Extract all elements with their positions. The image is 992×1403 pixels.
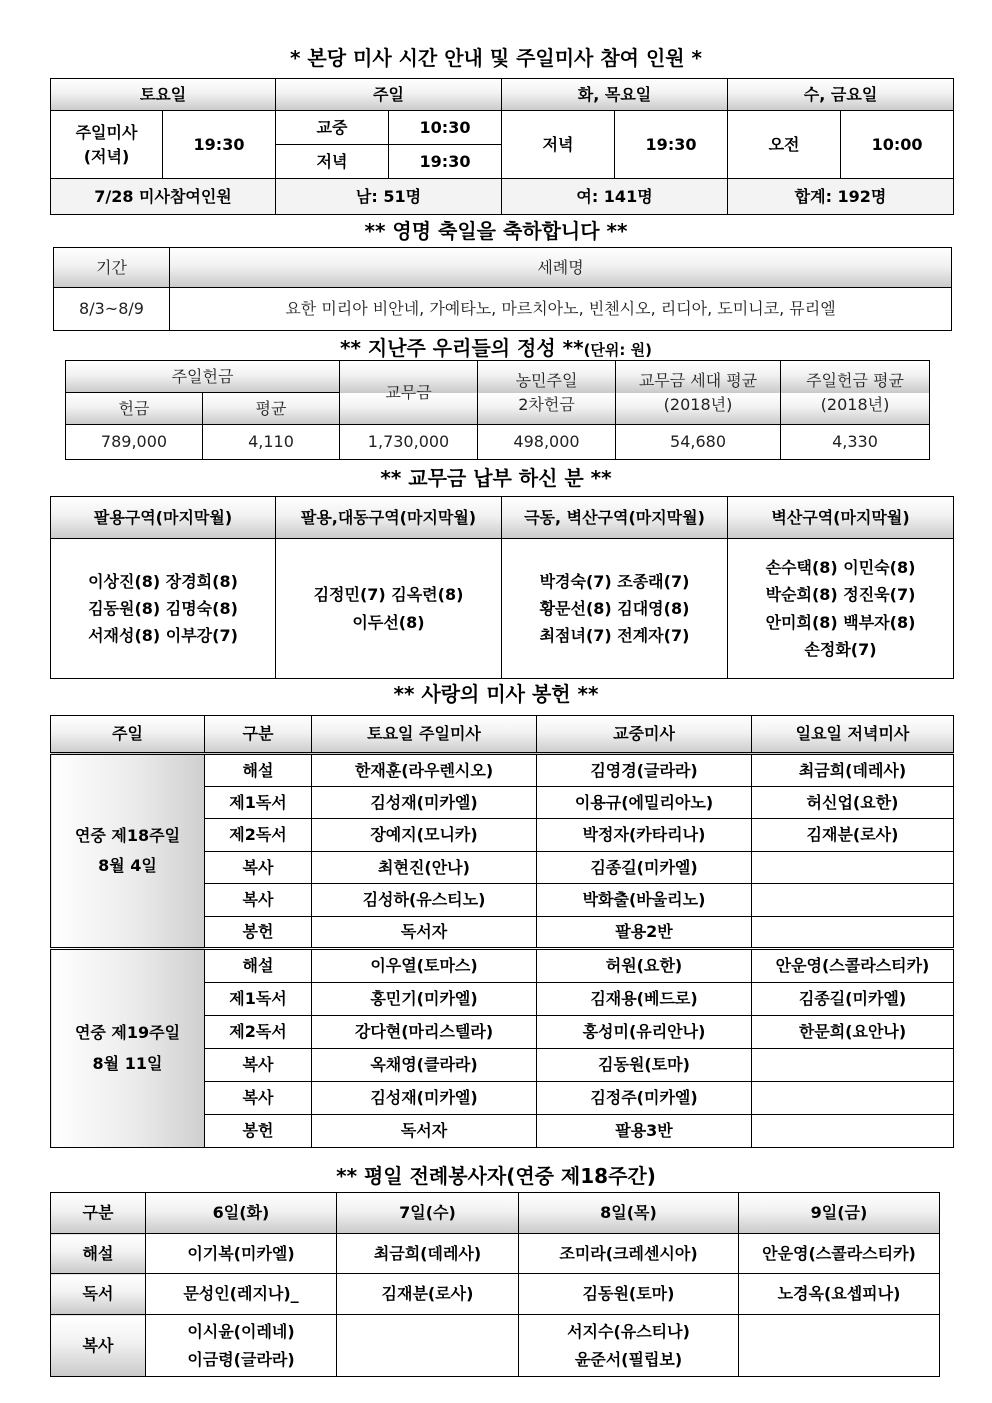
saturday-mass-label: 주일미사 (저녁) <box>51 111 163 179</box>
weekday-table <box>50 1192 940 1377</box>
weekday-cell: 문성인(레지나)_ <box>146 1274 337 1315</box>
weekday-header-tue: 6일(화) <box>146 1193 337 1234</box>
feast-header-period: 기간 <box>54 248 170 288</box>
role: 봉헌 <box>205 917 312 949</box>
weekday-row <box>51 1315 940 1377</box>
role: 제1독서 <box>205 983 312 1016</box>
service-header-main: 교중미사 <box>537 716 752 754</box>
main-server: 팔용2반 <box>537 917 752 949</box>
offering-dues-avg-value: 54,680 <box>616 425 781 460</box>
role: 봉헌 <box>205 1115 312 1148</box>
service-header-evening: 일요일 저녁미사 <box>752 716 954 754</box>
saturday-server: 김성하(유스티노) <box>312 884 537 917</box>
offering-header-sunday-avg: 주일헌금 평균 (2018년) <box>781 361 930 425</box>
saturday-server: 장예지(모니카) <box>312 819 537 852</box>
evening-server: 최금희(데레사) <box>752 754 954 787</box>
dues-title: ** 교무금 납부 하신 분 ** <box>380 466 612 490</box>
service-row <box>51 949 954 983</box>
evening-server <box>752 917 954 949</box>
weekday-cell: 노경옥(요셉피나) <box>739 1274 940 1315</box>
main-server: 박정자(카타리나) <box>537 819 752 852</box>
sunday-main-time: 10:30 <box>389 111 502 145</box>
saturday-server: 강다현(마리스텔라) <box>312 1016 537 1049</box>
header-sunday: 주일 <box>276 79 502 111</box>
weekday-cell: 조미라(크레센시아) <box>519 1234 739 1274</box>
week-19-name: 연중 제19주일 8월 11일 <box>51 949 205 1148</box>
dues-header-1: 팔용구역(마지막월) <box>51 497 276 539</box>
weekday-cell: 김재분(로사) <box>337 1274 519 1315</box>
saturday-server: 옥채영(클라라) <box>312 1049 537 1082</box>
offering-title <box>0 332 992 361</box>
main-server: 허원(요한) <box>537 949 752 983</box>
service-header-role: 구분 <box>205 716 312 754</box>
main-server: 김재용(베드로) <box>537 983 752 1016</box>
weekday-row <box>51 1274 940 1315</box>
weekday-cell <box>337 1315 519 1377</box>
offering-header-sunday: 주일헌금 <box>66 361 340 393</box>
saturday-mass-time: 19:30 <box>163 111 276 179</box>
weekday-cell: 서지수(유스티나) 윤준서(필립보) <box>519 1315 739 1377</box>
weekday-header-role: 구분 <box>51 1193 146 1234</box>
weekday-cell: 안운영(스콜라스티카) <box>739 1234 940 1274</box>
attendance-male: 남: 51명 <box>276 179 502 215</box>
weekday-title: ** 평일 전례봉사자(연중 제18주간) <box>336 1164 656 1188</box>
dues-header-4: 벽산구역(마지막월) <box>728 497 954 539</box>
header-tue-thu: 화, 목요일 <box>502 79 728 111</box>
saturday-server: 김성재(미카엘) <box>312 1082 537 1115</box>
role: 복사 <box>205 1049 312 1082</box>
mass-times-table <box>50 78 954 215</box>
evening-server: 김재분(로사) <box>752 819 954 852</box>
offering-sunday-avg-value: 4,330 <box>781 425 930 460</box>
attendance-label: 7/28 미사참여인원 <box>51 179 276 215</box>
main-server: 김동원(토마) <box>537 1049 752 1082</box>
offering-unit: (단위: 원) <box>583 341 652 359</box>
dues-header-2: 팔용,대동구역(마지막월) <box>276 497 502 539</box>
header-wed-fri: 수, 금요일 <box>728 79 954 111</box>
offering-avg-value: 4,110 <box>203 425 340 460</box>
evening-server: 한문희(요안나) <box>752 1016 954 1049</box>
dues-table <box>50 496 954 679</box>
evening-server <box>752 1115 954 1148</box>
offering-cash-value: 789,000 <box>66 425 203 460</box>
weekday-cell: 김동원(토마) <box>519 1274 739 1315</box>
weekday-cell: 이기복(미카엘) <box>146 1234 337 1274</box>
weekday-header-thu: 8일(목) <box>519 1193 739 1234</box>
evening-server: 안운영(스콜라스티카) <box>752 949 954 983</box>
sunday-evening-time: 19:30 <box>389 145 502 179</box>
dues-header-3: 극동, 벽산구역(마지막월) <box>502 497 728 539</box>
tue-mass-time: 19:30 <box>615 111 728 179</box>
main-server: 홍성미(유리안나) <box>537 1016 752 1049</box>
offering-farmer-value: 498,000 <box>478 425 616 460</box>
main-server: 박화출(바울리노) <box>537 884 752 917</box>
role: 복사 <box>205 884 312 917</box>
weekday-role: 독서 <box>51 1274 146 1315</box>
sunday-evening-label: 저녁 <box>276 145 389 179</box>
offering-header-farmer: 농민주일 2차헌금 <box>478 361 616 425</box>
attendance-total: 합계: 192명 <box>728 179 954 215</box>
offering-header-dues: 교무금 <box>340 361 478 425</box>
mass-times-title: * 본당 미사 시간 안내 및 주일미사 참여 인원 * <box>289 46 703 70</box>
attendance-female: 여: 141명 <box>502 179 728 215</box>
evening-server <box>752 1049 954 1082</box>
offering-title-text: ** 지난주 우리들의 정성 ** <box>340 336 584 360</box>
header-saturday: 토요일 <box>51 79 276 111</box>
role: 해설 <box>205 754 312 787</box>
weekday-role: 해설 <box>51 1234 146 1274</box>
weekday-cell: 최금희(데레사) <box>337 1234 519 1274</box>
weekday-header-fri: 9일(금) <box>739 1193 940 1234</box>
evening-server <box>752 852 954 884</box>
saturday-server: 한재훈(라우렌시오) <box>312 754 537 787</box>
role: 제2독서 <box>205 819 312 852</box>
saturday-server: 최현진(안나) <box>312 852 537 884</box>
weekday-header-wed: 7일(수) <box>337 1193 519 1234</box>
service-row <box>51 754 954 787</box>
offering-header-cash: 헌금 <box>66 393 203 425</box>
dues-cell-3: 박경숙(7) 조종래(7) 황문선(8) 김대영(8) 최점녀(7) 전계자(7) <box>502 539 728 679</box>
offering-header-dues-avg: 교무금 세대 평균 (2018년) <box>616 361 781 425</box>
role: 해설 <box>205 949 312 983</box>
evening-server <box>752 884 954 917</box>
main-server: 김정주(미카엘) <box>537 1082 752 1115</box>
tue-mass-label: 저녁 <box>502 111 615 179</box>
wed-mass-label: 오전 <box>728 111 841 179</box>
service-header-sunday: 주일 <box>51 716 205 754</box>
weekday-role: 복사 <box>51 1315 146 1377</box>
saturday-server: 이우열(토마스) <box>312 949 537 983</box>
weekday-cell: 이시윤(이레네) 이금령(글라라) <box>146 1315 337 1377</box>
offering-header-avg: 평균 <box>203 393 340 425</box>
dues-cell-1: 이상진(8) 장경희(8) 김동원(8) 김명숙(8) 서재성(8) 이부강(7) <box>51 539 276 679</box>
feast-table <box>53 247 952 331</box>
evening-server: 김종길(미카엘) <box>752 983 954 1016</box>
sunday-main-label: 교중 <box>276 111 389 145</box>
weekday-cell <box>739 1315 940 1377</box>
main-server: 팔용3반 <box>537 1115 752 1148</box>
role: 복사 <box>205 852 312 884</box>
dues-cell-2: 김정민(7) 김옥련(8) 이두선(8) <box>276 539 502 679</box>
wed-mass-time: 10:00 <box>841 111 954 179</box>
saturday-server: 김성재(미카엘) <box>312 787 537 819</box>
main-server: 김영경(글라라) <box>537 754 752 787</box>
offering-table <box>65 360 930 460</box>
weekday-row <box>51 1234 940 1274</box>
role: 제2독서 <box>205 1016 312 1049</box>
feast-header-names: 세례명 <box>170 248 952 288</box>
mass-times-header-row <box>51 79 954 111</box>
saturday-server: 독서자 <box>312 917 537 949</box>
service-title: ** 사랑의 미사 봉헌 ** <box>393 682 599 706</box>
offering-dues-value: 1,730,000 <box>340 425 478 460</box>
feast-names: 요한 미리아 비안네, 가예타노, 마르치아노, 빈첸시오, 리디아, 도미니코, 뮤리엘 <box>170 288 952 331</box>
service-table <box>50 715 954 1148</box>
dues-cell-4: 손수택(8) 이민숙(8) 박순희(8) 정진욱(7) 안미희(8) 백부자(8) 손정화(7) <box>728 539 954 679</box>
evening-server: 허신업(요한) <box>752 787 954 819</box>
role: 복사 <box>205 1082 312 1115</box>
service-header-saturday: 토요일 주일미사 <box>312 716 537 754</box>
feast-period: 8/3~8/9 <box>54 288 170 331</box>
saturday-server: 홍민기(미카엘) <box>312 983 537 1016</box>
feast-title: ** 영명 축일을 축하합니다 ** <box>364 219 628 243</box>
main-server: 이용규(에밀리아노) <box>537 787 752 819</box>
week-18-name: 연중 제18주일 8월 4일 <box>51 754 205 949</box>
saturday-server: 독서자 <box>312 1115 537 1148</box>
evening-server <box>752 1082 954 1115</box>
role: 제1독서 <box>205 787 312 819</box>
main-server: 김종길(미카엘) <box>537 852 752 884</box>
